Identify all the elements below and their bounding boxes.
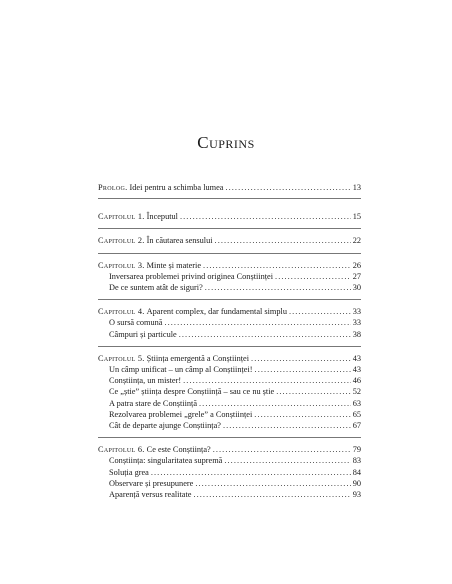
- chapter-label: Capitolul 1.: [98, 212, 145, 222]
- leader-dots: [289, 306, 351, 317]
- leader-dots: [183, 375, 351, 386]
- chapter-title: Începutul: [146, 212, 178, 222]
- page-number: 65: [352, 409, 361, 419]
- page-number: 63: [352, 398, 361, 408]
- page-number: 22: [352, 236, 361, 246]
- subsection-title: Cât de departe ajunge Conștiința?: [109, 421, 221, 431]
- leader-dots: [276, 386, 350, 397]
- toc-chapter: [98, 346, 361, 437]
- chapter-title: În căutarea sensului: [146, 236, 213, 246]
- chapter-title: Minte și materie: [146, 260, 202, 270]
- page-number: 43: [352, 365, 361, 375]
- toc-chapter-row[interactable]: [98, 260, 361, 271]
- subsection-title: Un câmp unificat – un câmp al Conștiinței!: [109, 365, 253, 375]
- subsection-title: Soluția grea: [109, 467, 149, 477]
- page-number: 13: [352, 183, 361, 192]
- toc-subsection-row[interactable]: [98, 375, 361, 386]
- toc-subsection-row[interactable]: [98, 386, 361, 397]
- table-of-contents: [98, 176, 361, 500]
- leader-dots: [213, 444, 351, 455]
- toc-chapter-row[interactable]: [98, 235, 361, 246]
- chapter-title: Știința emergentă a Conștiinței: [146, 353, 250, 363]
- leader-dots: [275, 271, 351, 282]
- toc-subsection-row[interactable]: [98, 489, 361, 500]
- leader-dots: [223, 420, 351, 431]
- subsection-title: Aparență versus realitate: [109, 490, 192, 500]
- toc-chapter-row[interactable]: [98, 211, 361, 222]
- subsection-title: De ce suntem atât de siguri?: [109, 283, 203, 293]
- page-number: 30: [352, 283, 361, 293]
- toc-chapter-row[interactable]: [98, 353, 361, 364]
- chapter-label: Capitolul 3.: [98, 260, 145, 270]
- chapter-title: Aparent complex, dar fundamental simplu: [146, 307, 287, 317]
- page-number: 15: [352, 212, 361, 222]
- page-number: 27: [352, 271, 361, 281]
- leader-dots: [180, 211, 351, 222]
- leader-dots: [205, 282, 351, 293]
- leader-dots: [224, 455, 350, 466]
- leader-dots: [199, 398, 351, 409]
- page-number: 33: [352, 318, 361, 328]
- leader-dots: [251, 353, 351, 364]
- leader-dots: [225, 182, 350, 193]
- page-number: 43: [352, 353, 361, 363]
- toc-subsection-row[interactable]: [98, 271, 361, 282]
- toc-subsection-row[interactable]: [98, 467, 361, 478]
- page-number: 90: [352, 478, 361, 488]
- toc-chapter: [98, 198, 361, 228]
- subsection-title: Conștiința: singularitatea supremă: [109, 456, 223, 466]
- toc-chapter: [98, 228, 361, 252]
- chapter-label: Capitolul 6.: [98, 445, 145, 455]
- chapter-title: Ce este Conștiința?: [146, 445, 211, 455]
- leader-dots: [203, 260, 351, 271]
- chapter-label: Capitolul 2.: [98, 236, 145, 246]
- toc-subsection-row[interactable]: [98, 329, 361, 340]
- subsection-title: Conștiința, un mister!: [109, 376, 182, 386]
- page-number: 83: [352, 456, 361, 466]
- page-number: 67: [352, 421, 361, 431]
- page-number: 84: [352, 467, 361, 477]
- page-number: 79: [352, 445, 361, 455]
- subsection-title: O sursă comună: [109, 318, 163, 328]
- leader-dots: [255, 364, 351, 375]
- toc-chapter-row[interactable]: [98, 306, 361, 317]
- toc-chapter: [98, 437, 361, 500]
- page-number: 93: [352, 490, 361, 500]
- chapter-label: Prolog.: [98, 183, 128, 192]
- toc-subsection-row[interactable]: [98, 478, 361, 489]
- subsection-title: Ce „știe” știința despre Conștiință – sau ce nu știe: [109, 387, 275, 397]
- page-title: Cuprins: [197, 133, 255, 152]
- toc-chapter: [98, 253, 361, 300]
- toc-subsection-row[interactable]: [98, 398, 361, 409]
- page-number: 33: [352, 307, 361, 317]
- leader-dots: [195, 478, 350, 489]
- toc-chapter-row[interactable]: [98, 182, 361, 193]
- toc-subsection-row[interactable]: [98, 364, 361, 375]
- toc-chapter: [98, 299, 361, 346]
- leader-dots: [215, 235, 351, 246]
- chapter-title: Idei pentru a schimba lumea: [129, 183, 224, 192]
- toc-subsection-row[interactable]: [98, 420, 361, 431]
- chapter-label: Capitolul 5.: [98, 353, 145, 363]
- leader-dots: [179, 329, 351, 340]
- subsection-title: A patra stare de Conștiință: [109, 398, 198, 408]
- subsection-title: Observare și presupunere: [109, 478, 194, 488]
- toc-subsection-row[interactable]: [98, 282, 361, 293]
- toc-chapter-row[interactable]: [98, 444, 361, 455]
- page-number: 46: [352, 376, 361, 386]
- subsection-title: Rezolvarea problemei „grele” a Conștiinței: [109, 409, 253, 419]
- page-number: 52: [352, 387, 361, 397]
- toc-chapter: [98, 176, 361, 198]
- subsection-title: Câmpuri și particule: [109, 329, 177, 339]
- page-number: 26: [352, 260, 361, 270]
- toc-subsection-row[interactable]: [98, 409, 361, 420]
- subsection-title: Inversarea problemei privind originea Conștiinței: [109, 271, 274, 281]
- leader-dots: [164, 317, 350, 328]
- page-number: 38: [352, 329, 361, 339]
- leader-dots: [151, 467, 351, 478]
- chapter-label: Capitolul 4.: [98, 307, 145, 317]
- toc-subsection-row[interactable]: [98, 317, 361, 328]
- leader-dots: [193, 489, 350, 500]
- toc-subsection-row[interactable]: [98, 455, 361, 466]
- leader-dots: [254, 409, 350, 420]
